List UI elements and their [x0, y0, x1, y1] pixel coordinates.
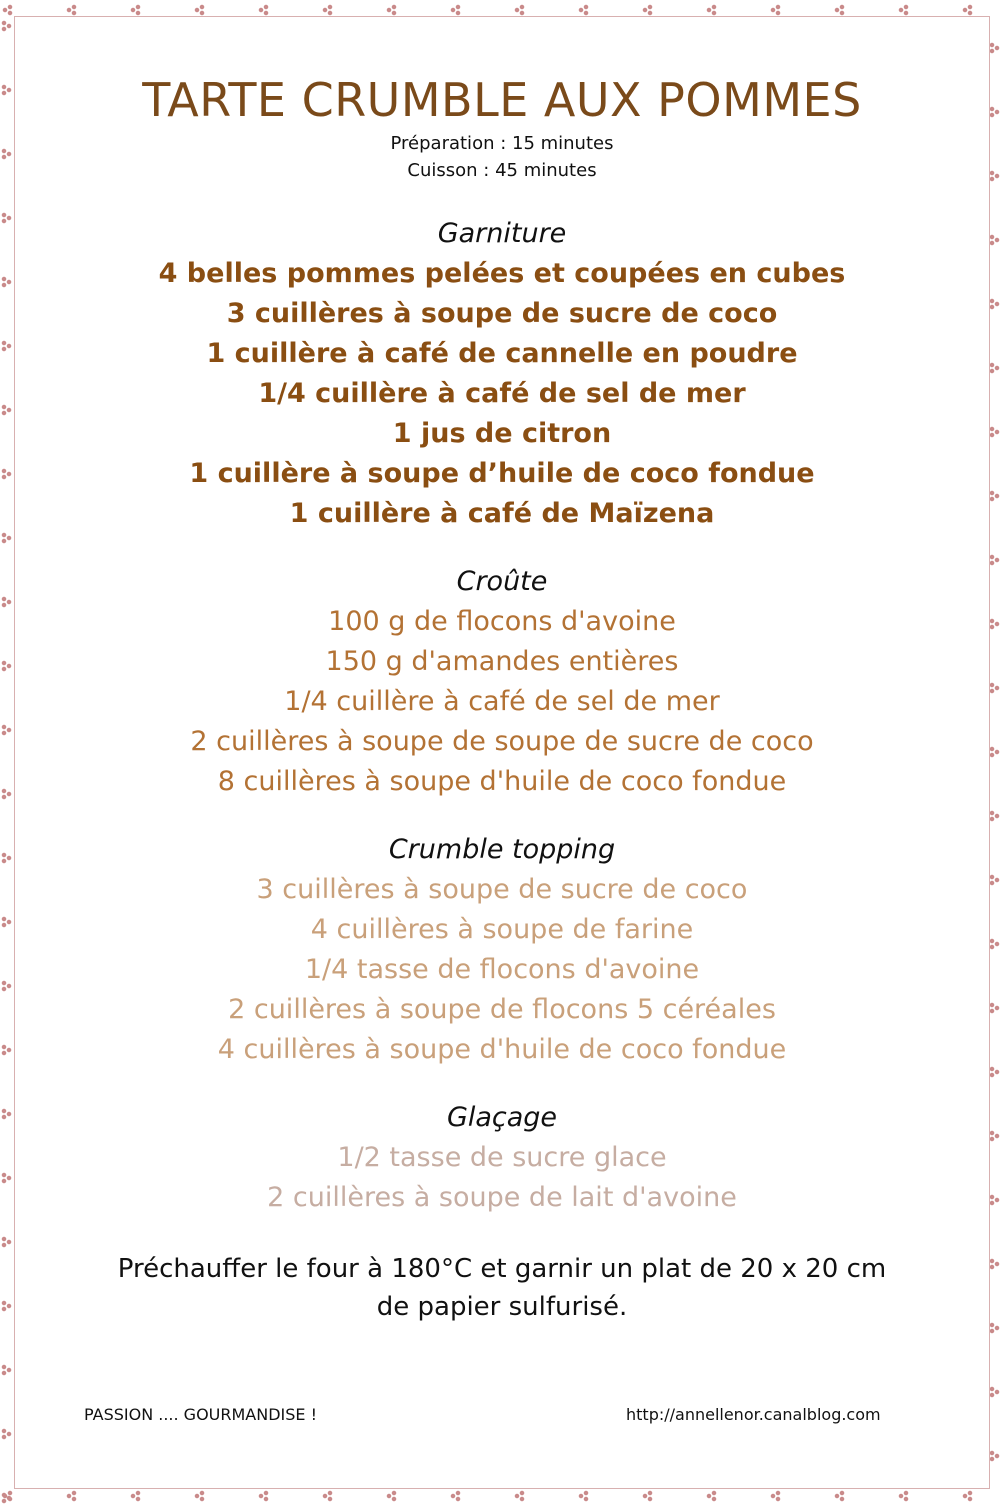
- ingredient-item: 4 cuillères à soupe d'huile de coco fondue: [217, 1034, 787, 1065]
- preparation-time: Préparation : 15 minutes: [390, 133, 614, 154]
- border-line-left: [14, 16, 15, 1488]
- section-heading: Garniture: [437, 218, 567, 249]
- recipe-content: [40, 70, 964, 1326]
- dotted-border-bottom: [0, 1490, 1004, 1502]
- dotted-border-left: [0, 0, 14, 1506]
- section-garniture: [40, 214, 964, 534]
- section-heading: Glaçage: [446, 1102, 558, 1133]
- ingredient-item: 2 cuillères à soupe de flocons 5 céréales: [228, 994, 776, 1025]
- ingredient-item: 3 cuillères à soupe de sucre de coco: [256, 874, 748, 905]
- border-line-bottom: [14, 1488, 990, 1489]
- ingredient-item: 1/2 tasse de sucre glace: [337, 1142, 667, 1173]
- footer-website: http://annellenor.canalblog.com: [626, 1405, 881, 1424]
- ingredient-item: 1 cuillère à soupe d’huile de coco fondue: [189, 458, 815, 489]
- ingredient-item: 4 cuillères à soupe de farine: [310, 914, 694, 945]
- section-heading: Croûte: [456, 566, 548, 597]
- recipe-title: TARTE CRUMBLE AUX POMMES: [142, 73, 862, 127]
- ingredient-item: 1/4 tasse de flocons d'avoine: [304, 954, 700, 985]
- ingredient-item: 2 cuillères à soupe de lait d'avoine: [267, 1182, 737, 1213]
- section-glacage: [40, 1098, 964, 1218]
- ingredient-item: 2 cuillères à soupe de soupe de sucre de coco: [190, 726, 814, 757]
- ingredient-item: 3 cuillères à soupe de sucre de coco: [226, 298, 778, 329]
- border-line-right: [989, 16, 990, 1488]
- dotted-border-right: [988, 0, 1002, 1506]
- cooking-time: Cuisson : 45 minutes: [407, 160, 597, 181]
- instruction-line: Préchauffer le four à 180°C et garnir un plat de 20 x 20 cm: [117, 1254, 887, 1284]
- ingredient-item: 1/4 cuillère à café de sel de mer: [284, 686, 720, 717]
- instruction-line: de papier sulfurisé.: [376, 1292, 628, 1322]
- ingredient-item: 1 cuillère à café de cannelle en poudre: [206, 338, 798, 369]
- footer-tagline: PASSION .... GOURMANDISE !: [84, 1405, 318, 1424]
- ingredient-item: 8 cuillères à soupe d'huile de coco fondue: [217, 766, 787, 797]
- border-line-top: [14, 16, 990, 17]
- ingredient-item: 1 jus de citron: [392, 418, 612, 449]
- section-croute: [40, 562, 964, 802]
- ingredient-item: 100 g de flocons d'avoine: [328, 606, 676, 637]
- ingredient-item: 1/4 cuillère à café de sel de mer: [258, 378, 746, 409]
- ingredient-item: 150 g d'amandes entières: [325, 646, 679, 677]
- section-crumble-topping: [40, 830, 964, 1070]
- dotted-border-top: [0, 4, 1004, 16]
- ingredient-item: 4 belles pommes pelées et coupées en cubes: [158, 258, 846, 289]
- section-heading: Crumble topping: [388, 834, 616, 865]
- ingredient-item: 1 cuillère à café de Maïzena: [289, 498, 715, 529]
- instructions: [40, 1250, 964, 1326]
